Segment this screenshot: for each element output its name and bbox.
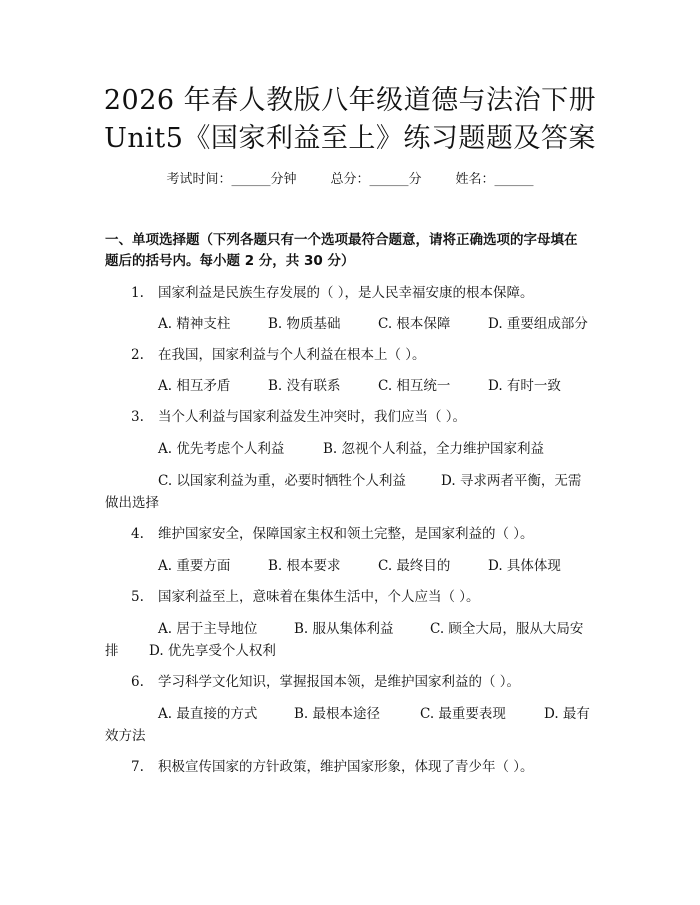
question-3-continuation: 做出选择: [105, 495, 159, 511]
option-c: C. 最终目的: [378, 558, 451, 574]
option-a: A. 相互矛盾: [158, 378, 231, 394]
section-heading-line1: 一、单项选择题（下列各题只有一个选项最符合题意，请将正确选项的字母填在: [105, 232, 578, 248]
exam-meta: [0, 168, 700, 187]
question-text: 在我国，国家利益与个人利益在根本上（ ）。: [158, 347, 426, 363]
question-2-options: [158, 376, 561, 396]
question-text: 国家利益是民族生存发展的（ ），是人民幸福安康的根本保障。: [158, 285, 534, 301]
option-b: B. 最根本途径: [294, 706, 381, 722]
question-number: 1.: [131, 285, 144, 301]
option-d: D. 具体体现: [488, 558, 561, 574]
question-5: [131, 587, 480, 607]
exam-time: 考试时间：______分钟: [166, 172, 297, 187]
question-text: 学习科学文化知识，掌握报国本领，是维护国家利益的（ ）。: [158, 674, 521, 690]
question-6-options: [158, 704, 590, 724]
question-number: 3.: [131, 409, 144, 425]
question-2: [131, 345, 426, 365]
question-1-options: [158, 314, 588, 334]
option-d: D. 优先享受个人权利: [149, 643, 276, 659]
exam-total-score: 总分：______分: [330, 172, 422, 187]
question-7: [131, 757, 534, 777]
option-b: B. 没有联系: [268, 378, 341, 394]
section-heading: [105, 230, 595, 272]
option-c: C. 顾全大局，服从大局安: [430, 621, 584, 637]
question-text: 当个人利益与国家利益发生冲突时，我们应当（ ）。: [158, 409, 467, 425]
question-number: 5.: [131, 589, 144, 605]
option-b: B. 根本要求: [268, 558, 341, 574]
option-b: B. 物质基础: [268, 316, 341, 332]
question-6: [131, 672, 520, 692]
question-number: 6.: [131, 674, 144, 690]
option-c: C. 以国家利益为重，必要时牺牲个人利益: [158, 473, 406, 489]
question-number: 4.: [131, 526, 144, 542]
question-1: [131, 283, 534, 303]
question-5-options: [158, 619, 583, 639]
option-a: A. 优先考虑个人利益: [158, 441, 285, 457]
option-d: D. 寻求两者平衡，无需: [441, 473, 582, 489]
question-3-options-row1: [158, 439, 544, 459]
option-a: A. 精神支柱: [158, 316, 231, 332]
section-heading-line2: 题后的括号内。每小题 2 分，共 30 分）: [105, 253, 355, 269]
question-number: 7.: [131, 759, 144, 775]
option-b: B. 服从集体利益: [294, 621, 394, 637]
question-5-continuation: [105, 641, 276, 661]
document-title-line2: Unit5《国家利益至上》练习题题及答案: [104, 123, 596, 154]
option-c: C. 根本保障: [378, 316, 451, 332]
question-6-continuation: 效方法: [105, 728, 146, 744]
option-b: B. 忽视个人利益，全力维护国家利益: [323, 441, 545, 457]
question-3-options-row2: [158, 471, 581, 491]
question-4-options: [158, 556, 561, 576]
option-a: A. 最直接的方式: [158, 706, 258, 722]
option-a: A. 重要方面: [158, 558, 231, 574]
option-c: C. 相互统一: [378, 378, 451, 394]
question-3: [131, 407, 466, 427]
document-title-line1: 2026 年春人教版八年级道德与法治下册: [103, 85, 597, 116]
option-d: D. 最有: [544, 706, 590, 722]
question-text: 国家利益至上，意味着在集体生活中，个人应当（ ）。: [158, 589, 480, 605]
exam-student-name: 姓名：______: [455, 172, 534, 187]
question-text: 维护国家安全，保障国家主权和领土完整，是国家利益的（ ）。: [158, 526, 534, 542]
question-number: 2.: [131, 347, 144, 363]
option-c: C. 最重要表现: [420, 706, 506, 722]
option-a: A. 居于主导地位: [158, 621, 258, 637]
option-c-wrap: 排: [105, 643, 119, 659]
question-4: [131, 524, 534, 544]
option-d: D. 重要组成部分: [488, 316, 588, 332]
question-text: 积极宣传国家的方针政策，维护国家形象，体现了青少年（ ）。: [158, 759, 534, 775]
option-d: D. 有时一致: [488, 378, 561, 394]
